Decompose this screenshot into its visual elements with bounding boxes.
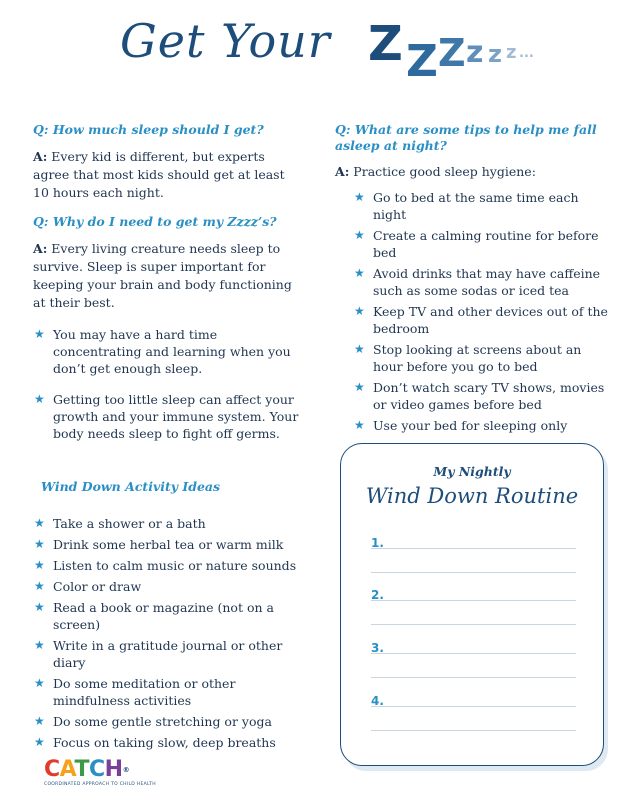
activities-heading: Wind Down Activity Ideas bbox=[41, 479, 221, 494]
list-item: ★ Focus on taking slow, deep breaths bbox=[34, 735, 276, 750]
entry-number: 4. bbox=[371, 694, 384, 708]
star-icon: ★ bbox=[34, 638, 45, 652]
star-icon: ★ bbox=[354, 266, 365, 280]
list-item: ★ Avoid drinks that may have caffeine such as some sodas or iced tea bbox=[354, 266, 601, 298]
logo-wordmark bbox=[44, 759, 164, 781]
left-column bbox=[33, 122, 303, 750]
answer-tips bbox=[335, 163, 610, 181]
write-line bbox=[371, 600, 576, 601]
z-letter: z bbox=[466, 35, 484, 70]
answer-text: Every kid is different, but experts agree that most kids should get at least 10 hours each night. bbox=[33, 149, 285, 200]
answer-prefix: A: bbox=[335, 164, 350, 179]
trademark: ® bbox=[122, 766, 130, 774]
answer-text: Every living creature needs sleep to survive. Sleep is super important for keeping your brain and body functioning at their best. bbox=[33, 241, 292, 310]
answer-sleep-amount bbox=[33, 148, 303, 202]
star-icon: ★ bbox=[34, 558, 45, 572]
tips-list bbox=[335, 189, 610, 434]
list-item: ★ Listen to calm music or nature sounds bbox=[34, 558, 297, 573]
list-item: ★ Write in a gratitude journal or other diary bbox=[34, 638, 283, 670]
z-letter: Z bbox=[406, 36, 438, 87]
routine-kicker: My Nightly bbox=[433, 464, 511, 479]
star-icon: ★ bbox=[354, 342, 365, 356]
page-header bbox=[0, 0, 635, 95]
list-item: ★ Do some gentle stretching or yoga bbox=[34, 714, 272, 729]
list-item: ★ Getting too little sleep can affect your growth and your immune system. Your body needs sleep to fight off germs. bbox=[34, 392, 299, 441]
logo-subtitle: COORDINATED APPROACH TO CHILD HEALTH bbox=[44, 782, 156, 787]
question-why-sleep: Q: Why do I need to get my Zzzz’s? bbox=[33, 214, 277, 229]
star-icon: ★ bbox=[34, 600, 45, 614]
answer-prefix: A: bbox=[33, 241, 48, 256]
logo-letter: H bbox=[104, 757, 123, 782]
question-tips: Q: What are some tips to help me fall asleep at night? bbox=[335, 122, 597, 153]
list-item: ★ Stop looking at screens about an hour before you go to bed bbox=[354, 342, 582, 374]
z-letter: z bbox=[488, 40, 502, 68]
logo-letter: T bbox=[74, 757, 89, 782]
star-icon: ★ bbox=[354, 418, 365, 432]
list-item: ★ You may have a hard time concentrating and learning when you don’t get enough sleep. bbox=[34, 327, 291, 376]
star-icon: ★ bbox=[354, 380, 365, 394]
list-item: ★ Create a calming routine for before bed bbox=[354, 228, 599, 260]
entry-number: 3. bbox=[371, 641, 384, 655]
logo-letter: A bbox=[59, 757, 75, 782]
entry-number: 1. bbox=[371, 536, 384, 550]
write-line bbox=[371, 572, 576, 573]
activities-list bbox=[33, 515, 303, 751]
routine-entry[interactable] bbox=[371, 584, 576, 603]
list-item: ★ Take a shower or a bath bbox=[34, 516, 206, 531]
write-line bbox=[371, 548, 576, 549]
star-icon: ★ bbox=[34, 714, 45, 728]
list-item: ★ Use your bed for sleeping only bbox=[354, 418, 568, 433]
write-line bbox=[371, 653, 576, 654]
star-icon: ★ bbox=[34, 735, 45, 749]
write-line bbox=[371, 624, 576, 625]
entry-number: 2. bbox=[371, 588, 384, 602]
z-letter: Z bbox=[438, 31, 466, 75]
list-item: ★ Read a book or magazine (not on a screen) bbox=[34, 600, 274, 632]
routine-title: Wind Down Routine bbox=[365, 484, 579, 508]
list-item: ★ Don’t watch scary TV shows, movies or video games before bed bbox=[354, 380, 605, 412]
star-icon: ★ bbox=[354, 190, 365, 204]
list-item: ★ Do some meditation or other mindfulness activities bbox=[34, 676, 236, 708]
star-icon: ★ bbox=[354, 304, 365, 318]
star-icon: ★ bbox=[34, 327, 45, 341]
catch-logo bbox=[44, 759, 164, 795]
routine-entry[interactable] bbox=[371, 690, 576, 709]
write-line bbox=[371, 706, 576, 707]
z-letter: Z bbox=[368, 16, 403, 72]
list-item: ★ Drink some herbal tea or warm milk bbox=[34, 537, 284, 552]
logo-letter: C bbox=[44, 757, 60, 782]
sleep-facts-list bbox=[33, 326, 303, 442]
star-icon: ★ bbox=[34, 579, 45, 593]
star-icon: ★ bbox=[34, 537, 45, 551]
routine-entry[interactable] bbox=[371, 637, 576, 656]
write-line bbox=[371, 730, 576, 731]
answer-prefix: A: bbox=[33, 149, 48, 164]
routine-entry[interactable] bbox=[371, 532, 576, 551]
star-icon: ★ bbox=[34, 392, 45, 406]
page-title: Get Your bbox=[120, 14, 331, 68]
write-line bbox=[371, 677, 576, 678]
z-ellipsis: ... bbox=[519, 46, 534, 61]
star-icon: ★ bbox=[354, 228, 365, 242]
routine-card bbox=[340, 443, 604, 766]
list-item: ★ Keep TV and other devices out of the bedroom bbox=[354, 304, 608, 336]
answer-text: Practice good sleep hygiene: bbox=[349, 164, 536, 179]
list-item: ★ Color or draw bbox=[34, 579, 142, 594]
answer-why-sleep bbox=[33, 240, 303, 312]
z-letter: z bbox=[506, 42, 517, 63]
star-icon: ★ bbox=[34, 676, 45, 690]
star-icon: ★ bbox=[34, 516, 45, 530]
right-column bbox=[335, 122, 610, 434]
list-item: ★ Go to bed at the same time each night bbox=[354, 190, 579, 222]
logo-letter: C bbox=[89, 757, 105, 782]
question-sleep-amount: Q: How much sleep should I get? bbox=[33, 122, 264, 137]
